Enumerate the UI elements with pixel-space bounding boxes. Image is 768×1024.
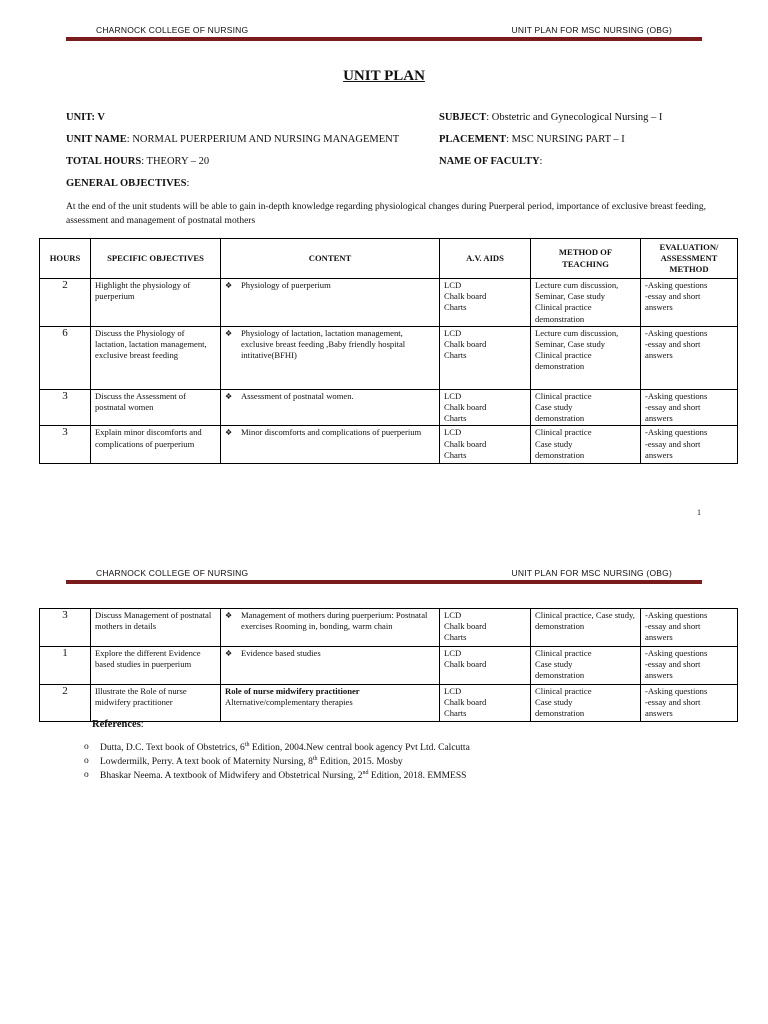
placement-field [439,134,625,145]
method-cell [531,426,641,464]
evaluation-item: answers [645,632,673,643]
reference-text: Bhaskar Neema. A textbook of Midwifery and Obstetrical Nursing, 2 [100,771,363,782]
method-item: Clinical practice [535,390,592,401]
total-hours-label: TOTAL HOURS [66,156,142,167]
aid-item: Charts [444,413,467,424]
header-plan: UNIT PLAN FOR MSC NURSING (OBG) [511,25,672,35]
circle-bullet-icon: o [84,742,89,752]
content-text: Minor discomforts and complications of puerperium [241,427,422,438]
hours-cell: 3 [40,426,91,464]
aid-item: Charts [444,449,467,460]
unit-plan-table-continued [39,608,738,722]
diamond-bullet-icon: ❖ [225,649,233,658]
unit-field [66,112,105,123]
method-item: Clinical practice [535,302,592,313]
evaluation-item: -Asking questions [645,327,708,338]
placement-label: PLACEMENT [439,134,507,145]
faculty-label: NAME OF FACULTY [439,156,540,167]
header-plan: UNIT PLAN FOR MSC NURSING (OBG) [511,568,672,578]
aid-item: Chalk board [444,621,487,632]
method-item: Lecture cum discussion, [535,327,619,338]
col-header-method: METHOD OF TEACHING [531,239,641,279]
method-item: Clinical practice [535,686,592,696]
evaluation-item: -Asking questions [645,427,708,438]
reference-item [84,742,470,756]
method-item: Case study [535,402,573,413]
aid-item: Chalk board [444,291,487,302]
aid-item: Charts [444,302,467,313]
subject-label: SUBJECT [439,112,487,123]
content-cell [221,426,440,464]
aid-item: Charts [444,350,467,361]
evaluation-item: -essay and short [645,291,701,302]
evaluation-item: answers [645,350,673,361]
placement-value: : MSC NURSING PART – I [506,134,625,145]
evaluation-item: -Asking questions [645,686,708,696]
hours-cell: 3 [40,389,91,426]
reference-text-rest: Edition, 2018. EMMESS [368,771,467,782]
reference-item [84,770,470,784]
method-item: demonstration [535,670,585,681]
faculty-value: : [539,156,543,167]
header-college: CHARNOCK COLLEGE OF NURSING [96,25,249,35]
col-header-hours: HOURS [40,239,91,279]
aid-item: LCD [444,427,462,438]
unit-name-label: UNIT NAME [66,134,127,145]
col-header-av-aids: A.V. AIDS [440,239,531,279]
evaluation-item: -essay and short [645,697,701,708]
aid-item: LCD [444,610,462,620]
aid-item: LCD [444,280,462,290]
subject-field [439,112,662,123]
header-college: CHARNOCK COLLEGE OF NURSING [96,568,249,578]
method-cell [531,389,641,426]
diamond-bullet-icon: ❖ [225,391,233,401]
content-cell [221,279,440,327]
evaluation-cell [641,685,738,722]
evaluation-cell [641,279,738,327]
method-item: Clinical practice, Case study, demonstration [535,610,635,632]
objective-cell: Explain minor discomforts and complications of puerperium [91,426,221,464]
diamond-bullet-icon: ❖ [225,611,233,620]
table-row [40,685,738,722]
aids-cell [440,647,531,685]
method-item: Lecture cum discussion, [535,280,619,290]
subject-value: : Obstetric and Gynecological Nursing – I [486,112,663,123]
objective-cell: Discuss Management of postnatal mothers in details [91,609,221,647]
evaluation-item: -essay and short [645,402,701,413]
evaluation-item: -Asking questions [645,280,708,290]
aids-cell [440,685,531,722]
hours-cell: 6 [40,326,91,389]
objective-cell: Highlight the physiology of puerperium [91,279,221,327]
faculty-field [439,156,542,167]
content-cell [221,389,440,426]
evaluation-item: answers [645,708,673,719]
unit-name-field [66,134,399,145]
evaluation-cell [641,426,738,464]
aid-item: LCD [444,686,462,696]
method-item: Clinical practice [535,648,592,658]
content-text: Management of mothers during puerperium: Postnatal exercises Rooming in, bonding, warm chain [241,610,428,632]
page-title: UNIT PLAN [343,68,425,84]
method-cell [531,326,641,389]
unit-name-value: : NORMAL PUERPERIUM AND NURSING MANAGEMENT [126,134,400,145]
col-header-content: CONTENT [221,239,440,279]
method-item: demonstration [535,361,585,372]
aids-cell [440,279,531,327]
evaluation-cell [641,647,738,685]
aid-item: Chalk board [444,697,487,708]
content-text: Physiology of lactation, lactation management, exclusive breast feeding ,Baby friendly hospital intitative(BFHI) [241,327,406,361]
circle-bullet-icon: o [84,756,89,766]
unit-label: UNIT: V [66,112,105,123]
aid-item: Chalk board [444,659,487,670]
method-item: Case study [535,438,573,449]
objective-cell: Explore the different Evidence based studies in puerperium [91,647,221,685]
table-header-row [40,239,738,279]
table-row [40,326,738,389]
col-header-evaluation: EVALUATION/ ASSESSMENT METHOD [641,239,738,279]
method-item: demonstration [535,449,585,460]
objective-cell: Illustrate the Role of nurse midwifery practitioner [91,685,221,722]
evaluation-item: -essay and short [645,659,701,670]
total-hours-value: : THEORY – 20 [141,156,210,167]
page-number: 1 [697,508,701,517]
method-item: demonstration [535,413,585,424]
method-cell [531,685,641,722]
aids-cell [440,326,531,389]
objectives-text: At the end of the unit students will be able to gain in-depth knowledge regarding physiological changes during Puerperal period, importance of exclusive breast feeding, assessment and management of postnatal mothers [66,202,707,226]
content-cell [221,685,440,722]
method-item: demonstration [535,708,585,719]
evaluation-item: -Asking questions [645,390,708,401]
hours-cell: 1 [40,647,91,685]
evaluation-item: answers [645,449,673,460]
objective-cell: Discuss the Assessment of postnatal women [91,389,221,426]
method-item: demonstration [535,313,585,324]
aid-item: Chalk board [444,438,487,449]
aids-cell [440,389,531,426]
reference-item [84,756,470,770]
unit-plan-table [39,238,738,464]
content-cell [221,326,440,389]
method-item: Seminar, Case study [535,339,606,350]
reference-text-rest: Edition, 2015. Mosby [317,757,403,768]
method-cell [531,647,641,685]
content-text: Assessment of postnatal women. [241,390,354,401]
col-header-objectives: SPECIFIC OBJECTIVES [91,239,221,279]
circle-bullet-icon: o [84,770,89,780]
references-heading [92,719,144,730]
table-row [40,426,738,464]
aid-item: Charts [444,708,467,719]
evaluation-cell [641,609,738,647]
header-rule [66,37,702,41]
content-cell [221,647,440,685]
method-item: Seminar, Case study [535,291,606,302]
method-item: Clinical practice [535,427,592,438]
evaluation-item: -essay and short [645,621,701,632]
table-row [40,647,738,685]
aids-cell [440,609,531,647]
hours-cell: 2 [40,685,91,722]
diamond-bullet-icon: ❖ [225,428,233,438]
evaluation-item: answers [645,413,673,424]
total-hours-field [66,156,209,167]
evaluation-cell [641,326,738,389]
reference-text-rest: Edition, 2004.New central book agency Pvt Ltd. Calcutta [249,743,470,754]
aid-item: LCD [444,327,462,338]
content-text: Alternative/complementary therapies [225,697,353,708]
aid-item: LCD [444,390,462,401]
table-row [40,389,738,426]
aid-item: Charts [444,632,467,643]
evaluation-item: -Asking questions [645,610,708,620]
diamond-bullet-icon: ❖ [225,328,233,338]
evaluation-item: -essay and short [645,339,701,350]
content-cell [221,609,440,647]
content-text: Physiology of puerperium [241,280,331,290]
hours-cell: 3 [40,609,91,647]
method-item: Clinical practice [535,350,592,361]
reference-text: Dutta, D.C. Text book of Obstetrics, 6 [100,743,245,754]
method-cell [531,279,641,327]
objectives-field [66,178,189,189]
aid-item: LCD [444,648,462,658]
evaluation-item: answers [645,302,673,313]
header-rule [66,580,702,584]
reference-sup: th [244,742,250,748]
content-bold-text: Role of nurse midwifery practitioner [225,686,360,696]
aids-cell [440,426,531,464]
method-item: Case study [535,659,573,670]
aid-item: Chalk board [444,402,487,413]
evaluation-item: -essay and short [645,438,701,449]
references-label: References [92,719,141,730]
reference-sup: th [312,756,318,762]
table-row [40,609,738,647]
method-item: Case study [535,697,573,708]
evaluation-item: answers [645,670,673,681]
diamond-bullet-icon: ❖ [225,281,233,290]
reference-text: Lowdermilk, Perry. A text book of Maternity Nursing, 8 [100,757,313,768]
aid-item: Chalk board [444,339,487,350]
objectives-label: GENERAL OBJECTIVES [66,178,187,189]
table-row [40,279,738,327]
references-colon: : [140,719,144,730]
objective-cell: Discuss the Physiology of lactation, lactation management, exclusive breast feeding [91,326,221,389]
hours-cell: 2 [40,279,91,327]
evaluation-cell [641,389,738,426]
objectives-colon: : [186,178,190,189]
method-cell [531,609,641,647]
reference-sup: nd [362,770,369,776]
content-text: Evidence based studies [241,648,321,658]
references-list [84,742,470,784]
evaluation-item: -Asking questions [645,648,708,658]
